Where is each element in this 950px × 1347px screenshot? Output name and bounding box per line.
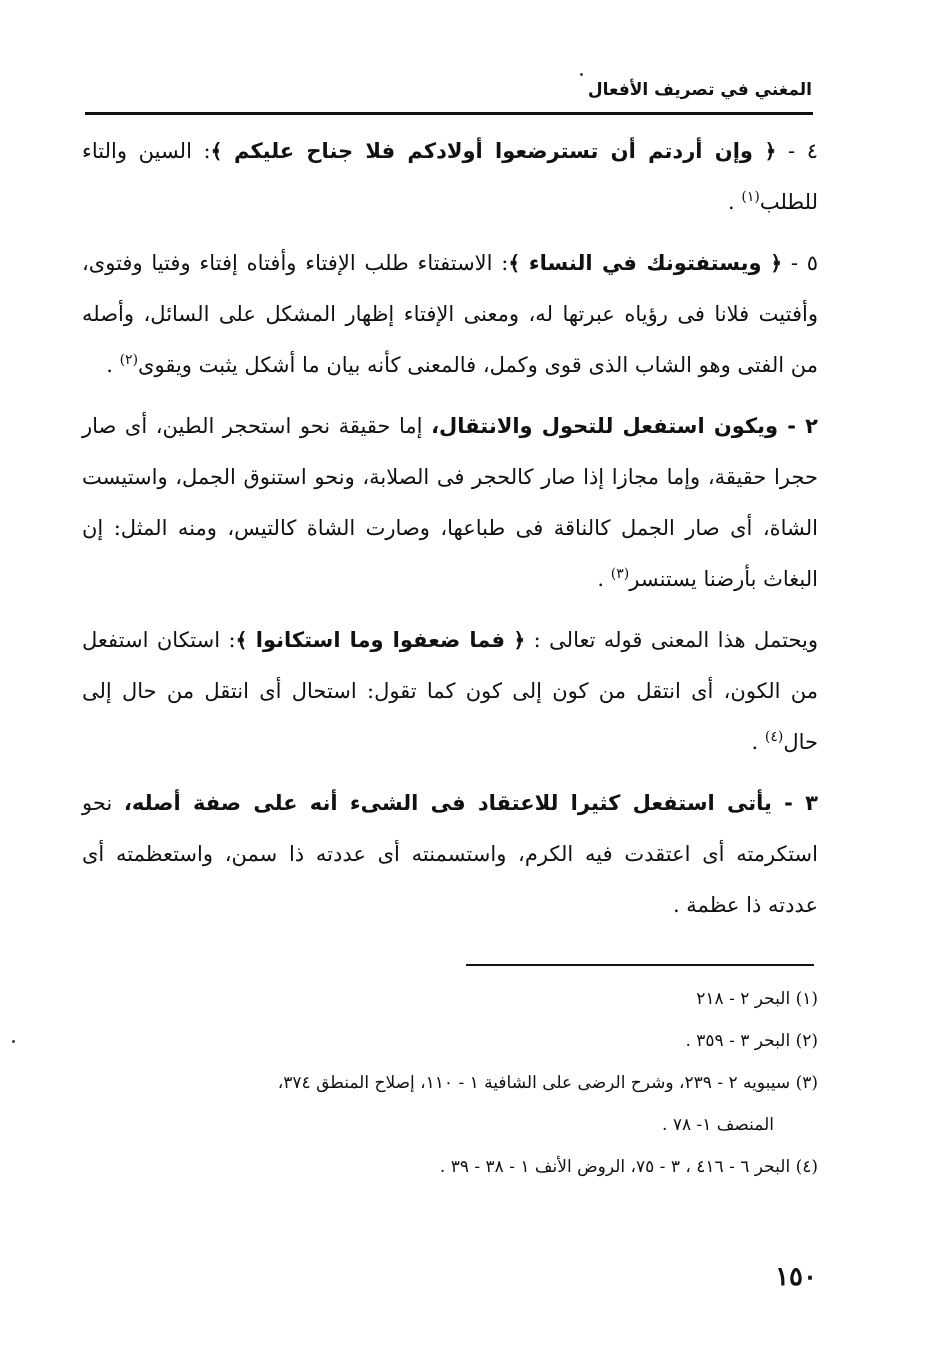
paragraph-4: ٤ - ﴿ وإن أردتم أن تسترضعوا أولادكم فلا جناح عليكم ﴾: السين والتاء للطلب$^{(١)}$ .: [82, 139, 818, 214]
section-heading: ٣ - يأتى استفعل كثيرا للاعتقاد فى الشىء أنه على صفة أصله،: [123, 791, 818, 815]
ornate-bracket-open: ﴿: [770, 251, 783, 275]
footnote-separator: [466, 964, 814, 966]
footnotes: [82, 978, 818, 1188]
item-number: ٥ -: [790, 251, 819, 275]
ornate-bracket-open: ﴿: [764, 139, 777, 163]
item-number: ٤ -: [787, 139, 818, 163]
paragraph-5: ٥ - ﴿ ويستفتونك في النساء ﴾: الاستفتاء طلب الإفتاء وأفتاه إفتاء وفتيا وفتوى، وأفتيت فلانا فى رؤياه عبرتها له، ومعنى الإفتاء إظهار المشكل على السائل، وأصله من الفتى وهو الشاب الذى قوى وكمل، فالمعنى كأنه بيان ما أشكل يثبت ويقوى$^{(٢)}$ .: [82, 251, 819, 377]
quran-quote: وإن أردتم أن تسترضعوا أولادكم فلا جناح عليكم: [233, 139, 753, 163]
section-2-paragraph: ٢ - ويكون استفعل للتحول والانتقال، إما حقيقة نحو استحجر الطين، أى صار حجرا حقيقة، وإما مجازا إذا صار كالحجر فى الصلابة، ونحو استنوق الجمل، واستيست الشاة، أى صار الجمل كالناقة فى طباعها، وصارت الشاة كالتيس، ومنه المثل: إن البغاث بأرضنا يستنسر$^{(٣)}$ .: [82, 414, 818, 591]
scan-speck: [580, 73, 583, 76]
footnote-ref: (٣): [610, 566, 630, 582]
footnote-2: (٢) البحر ٣ - ٣٥٩ .: [685, 1031, 818, 1051]
footnote-ref: (٢): [119, 352, 139, 368]
ornate-bracket-close: ﴾: [508, 251, 521, 275]
running-title: المغني في تصريف الأفعال: [587, 80, 812, 100]
continuation-paragraph: ويحتمل هذا المعنى قوله تعالى : ﴿ فما ضعفوا وما استكانوا ﴾: استكان استفعل من الكون، أى انتقل من كون إلى كون كما تقول: استحال أى انتقل من حال إلى حال$^{(٤)}$ .: [82, 628, 818, 754]
footnote-ref: (١): [741, 189, 760, 205]
body-text: [82, 126, 818, 941]
paragraph-text: : السين والتاء للطلب: [82, 139, 818, 214]
section-heading: ٢ - ويكون استفعل للتحول والانتقال،: [431, 414, 818, 438]
paragraph-text: نحو استكرمته أى اعتقدت فيه الكرم، واستسمنته أى عددته ذا سمن، واستعظمته أى عددته ذا عظمة .: [82, 791, 818, 917]
page-number: ١٥٠: [775, 1262, 817, 1292]
ornate-bracket-open: ﴿: [513, 628, 526, 652]
footnote-ref: (٤): [764, 729, 784, 745]
quran-quote: ويستفتونك في النساء: [528, 251, 762, 275]
scan-speck: [12, 1040, 15, 1043]
footnote-3: (٣) سيبويه ٢ - ٢٣٩، وشرح الرضى على الشافية ١ - ١١٠، إصلاح المنطق ٣٧٤،: [277, 1073, 818, 1093]
section-3-paragraph: [82, 778, 818, 931]
paragraph-text: : الاستفتاء طلب الإفتاء وأفتاه إفتاء وفتيا وفتوى، وأفتيت فلانا فى رؤياه عبرتها له، ومعنى الإفتاء إظهار المشكل على السائل، وأصله من الفتى وهو الشاب الذى قوى وكمل، فالمعنى كأنه بيان ما أشكل يثبت ويقوى: [82, 251, 818, 377]
footnote-1: (١) البحر ٢ - ٢١٨: [696, 989, 818, 1009]
paragraph-text: إما حقيقة نحو استحجر الطين، أى صار حجرا حقيقة، وإما مجازا إذا صار كالحجر فى الصلابة، ونحو استنوق الجمل، واستيست الشاة، أى صار الجمل كالناقة فى طباعها، وصارت الشاة كالتيس، ومنه المثل: إن البغاث بأرضنا يستنسر: [82, 414, 818, 591]
paragraph-text: : استكان استفعل من الكون، أى انتقل من كون إلى كون كما تقول: استحال أى انتقل من حال إلى حال: [82, 628, 818, 754]
ornate-bracket-close: ﴾: [210, 139, 223, 163]
ornate-bracket-close: ﴾: [235, 628, 248, 652]
header-rule: [85, 112, 813, 115]
footnote-3-continuation: المنصف ١- ٧٨ .: [662, 1115, 774, 1135]
paragraph-text: ويحتمل هذا المعنى قوله تعالى :: [525, 628, 818, 652]
footnote-4: (٤) البحر ٦ - ٤١٦ ، ٣ - ٧٥، الروض الأنف ١ - ٣٨ - ٣٩ .: [439, 1157, 818, 1177]
quran-quote: فما ضعفوا وما استكانوا: [255, 628, 506, 652]
